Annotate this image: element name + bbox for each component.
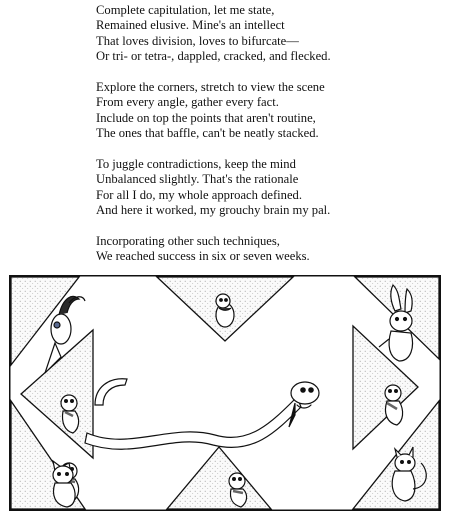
poem-line: That loves division, loves to bifurcate—	[96, 33, 299, 48]
poem-line: We reached success in six or seven weeks.	[96, 249, 310, 264]
poem-line: From every angle, gather every fact.	[96, 95, 279, 110]
stanza-2	[96, 80, 436, 142]
puzzle-svg	[9, 275, 441, 511]
turtle-figure	[385, 385, 403, 425]
poem-line: Complete capitulation, let me state,	[96, 3, 275, 17]
stanza-4	[96, 234, 436, 265]
poem	[96, 3, 436, 280]
poem-line: Or tri- or tetra-, dappled, cracked, and flecked.	[96, 49, 331, 64]
poem-line: And here it worked, my grouchy brain my pal.	[96, 203, 331, 218]
poem-line: For all I do, my whole approach defined.	[96, 187, 302, 202]
poem-line: Include on top the points that aren't routine,	[96, 110, 316, 125]
stanza-3	[96, 157, 436, 219]
poem-line: To juggle contradictions, keep the mind	[96, 157, 296, 172]
stanza-1	[96, 3, 436, 65]
poem-line: The ones that baffle, can't be neatly stacked.	[96, 126, 319, 141]
poem-line: Unbalanced slightly. That's the rationale	[96, 172, 299, 187]
poem-line: Explore the corners, stretch to view the scene	[96, 80, 325, 95]
puzzle-illustration	[9, 275, 441, 511]
poem-line: Remained elusive. Mine's an intellect	[96, 18, 285, 33]
poem-line: Incorporating other such techniques,	[96, 234, 280, 249]
